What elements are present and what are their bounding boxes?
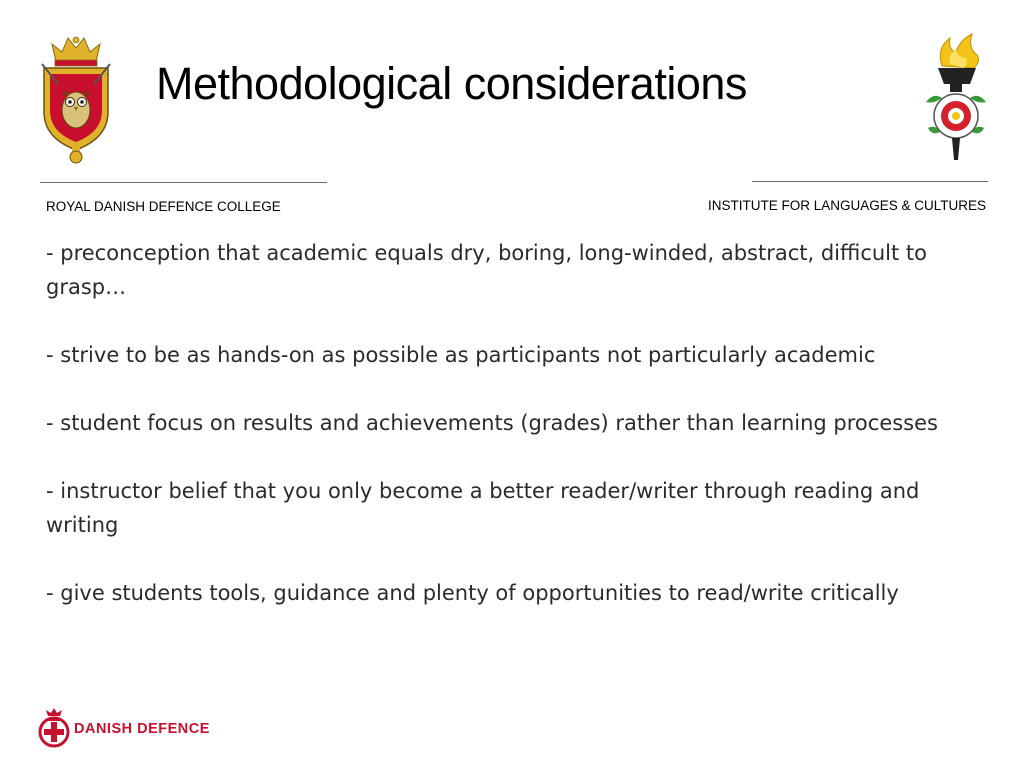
header-right-label: INSTITUTE FOR LANGUAGES & CULTURES (707, 198, 986, 213)
bullet-item: - preconception that academic equals dry, boring, long-winded, abstract, difficult to grasp… (46, 241, 928, 299)
torch-rose-crest-icon (920, 32, 992, 164)
header-rule-right (752, 181, 988, 182)
header-left-label: ROYAL DANISH DEFENCE COLLEGE (46, 199, 281, 214)
bullet-list (46, 236, 961, 644)
header-rule-left (40, 182, 327, 183)
footer-logo-text: DANISH DEFENCE (74, 721, 210, 737)
bullet-item: - strive to be as hands-on as possible as participants not particularly academic (46, 343, 876, 367)
bullet-item: - instructor belief that you only become a better reader/writer through reading and writing (46, 479, 920, 537)
bullet-item: - give students tools, guidance and plenty of opportunities to read/write critically (46, 581, 899, 605)
danish-defence-emblem-icon (38, 708, 70, 750)
owl-crest-icon (38, 34, 114, 164)
bullet-item: - student focus on results and achievements (grades) rather than learning processes (46, 411, 938, 435)
footer-logo (38, 708, 210, 750)
slide-title: Methodological considerations (156, 58, 747, 109)
